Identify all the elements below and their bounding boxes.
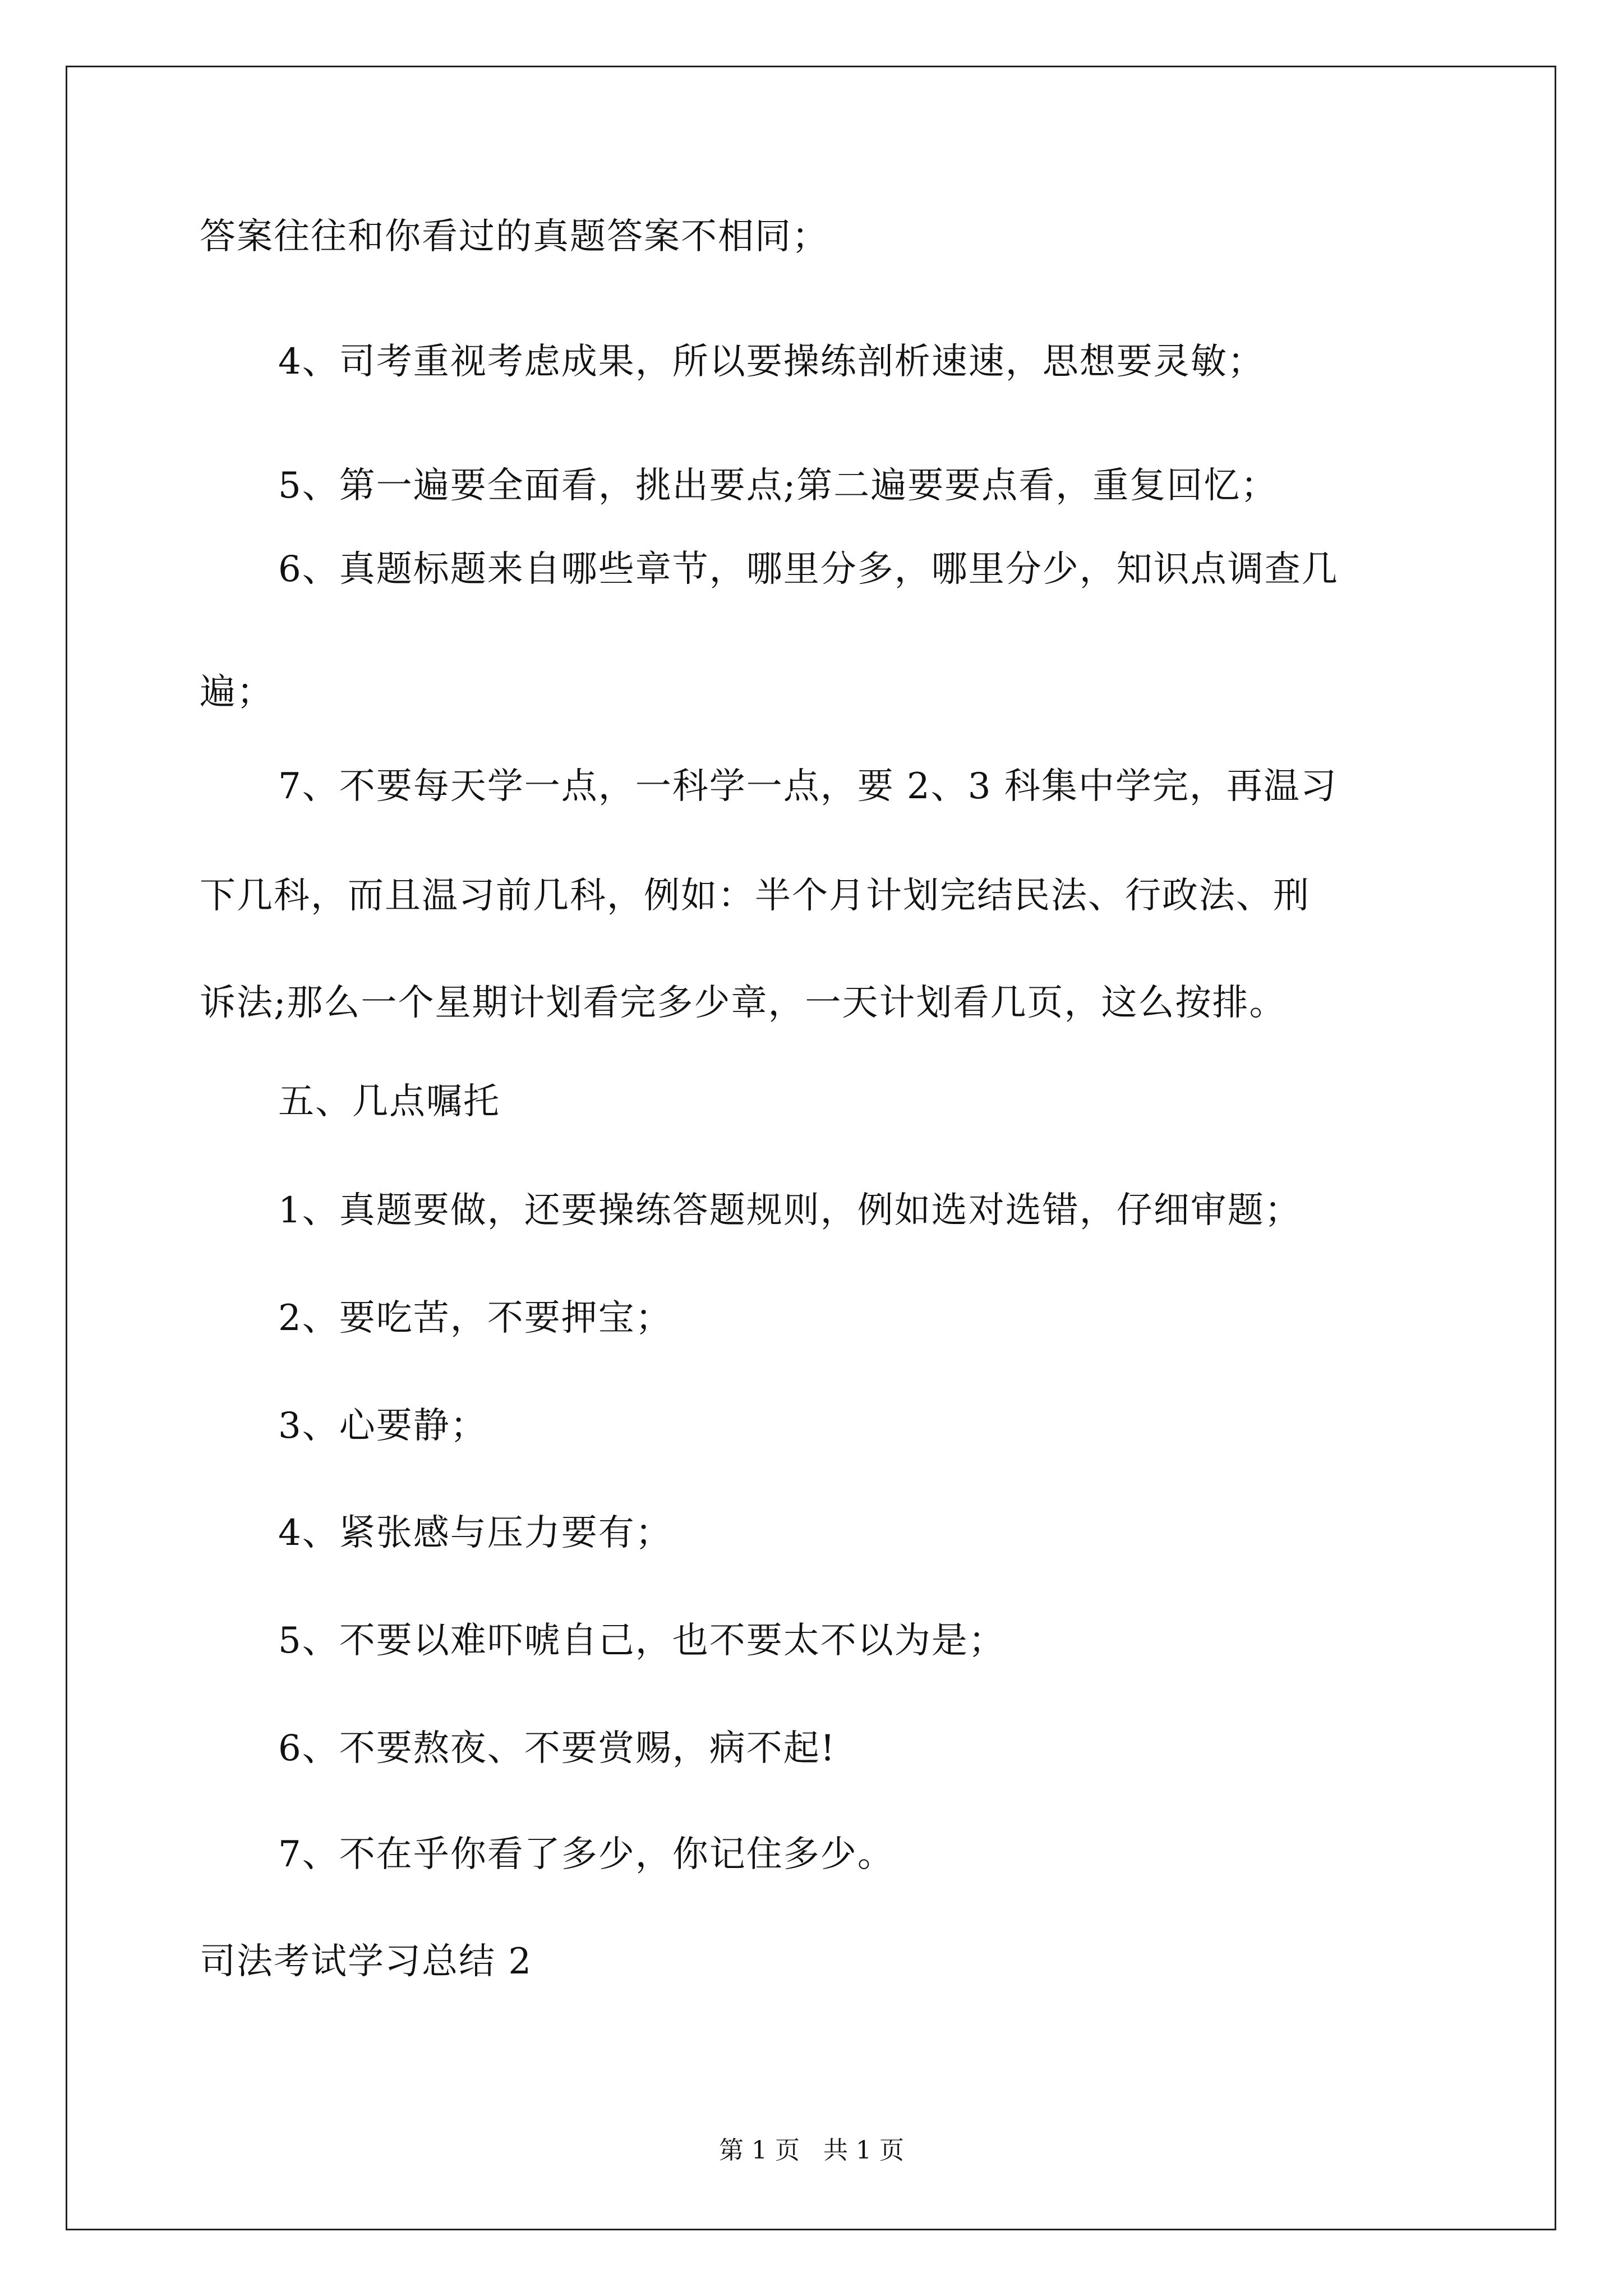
- text-line-15: 6、不要熬夜、不要赏赐，病不起!: [278, 1728, 836, 1769]
- text-line-10: 1、真题要做，还要操练答题规则，例如选对选错，仔细审题；: [278, 1190, 1302, 1231]
- text-line-4: 6、真题标题来自哪些章节，哪里分多，哪里分少，知识点调查几: [278, 549, 1339, 590]
- text-line-11: 2、要吃苦，不要押宝；: [278, 1297, 672, 1339]
- text-line-5: 遍；: [200, 671, 274, 713]
- page-footer: 第 1 页 共 1 页: [719, 2136, 904, 2165]
- text-line-12: 3、心要静；: [278, 1405, 487, 1447]
- text-line-2: 4、司考重视考虑成果，所以要操练剖析速速，思想要灵敏；: [278, 341, 1265, 383]
- text-line-14: 5、不要以难吓唬自己，也不要太不以为是；: [278, 1620, 1006, 1662]
- text-line-8: 诉法;那么一个星期计划看完多少章，一天计划看几页，这么按排。: [200, 982, 1287, 1024]
- text-line-3: 5、第一遍要全面看，挑出要点;第二遍要要点看，重复回忆；: [278, 465, 1278, 507]
- text-line-13: 4、紧张感与压力要有；: [278, 1512, 672, 1554]
- page-border: [66, 66, 1556, 2230]
- text-line-7: 下几科，而且温习前几科，例如：半个月计划完结民法、行政法、刑: [200, 875, 1310, 917]
- text-line-6: 7、不要每天学一点，一科学一点，要 2、3 科集中学完，再温习: [278, 766, 1338, 807]
- section-title: 司法考试学习总结 2: [200, 1941, 533, 1982]
- text-line-16: 7、不在乎你看了多少，你记住多少。: [278, 1834, 895, 1875]
- text-line-1: 答案往往和你看过的真题答案不相同；: [200, 216, 829, 257]
- section-heading: 五、几点嘱托: [278, 1081, 500, 1122]
